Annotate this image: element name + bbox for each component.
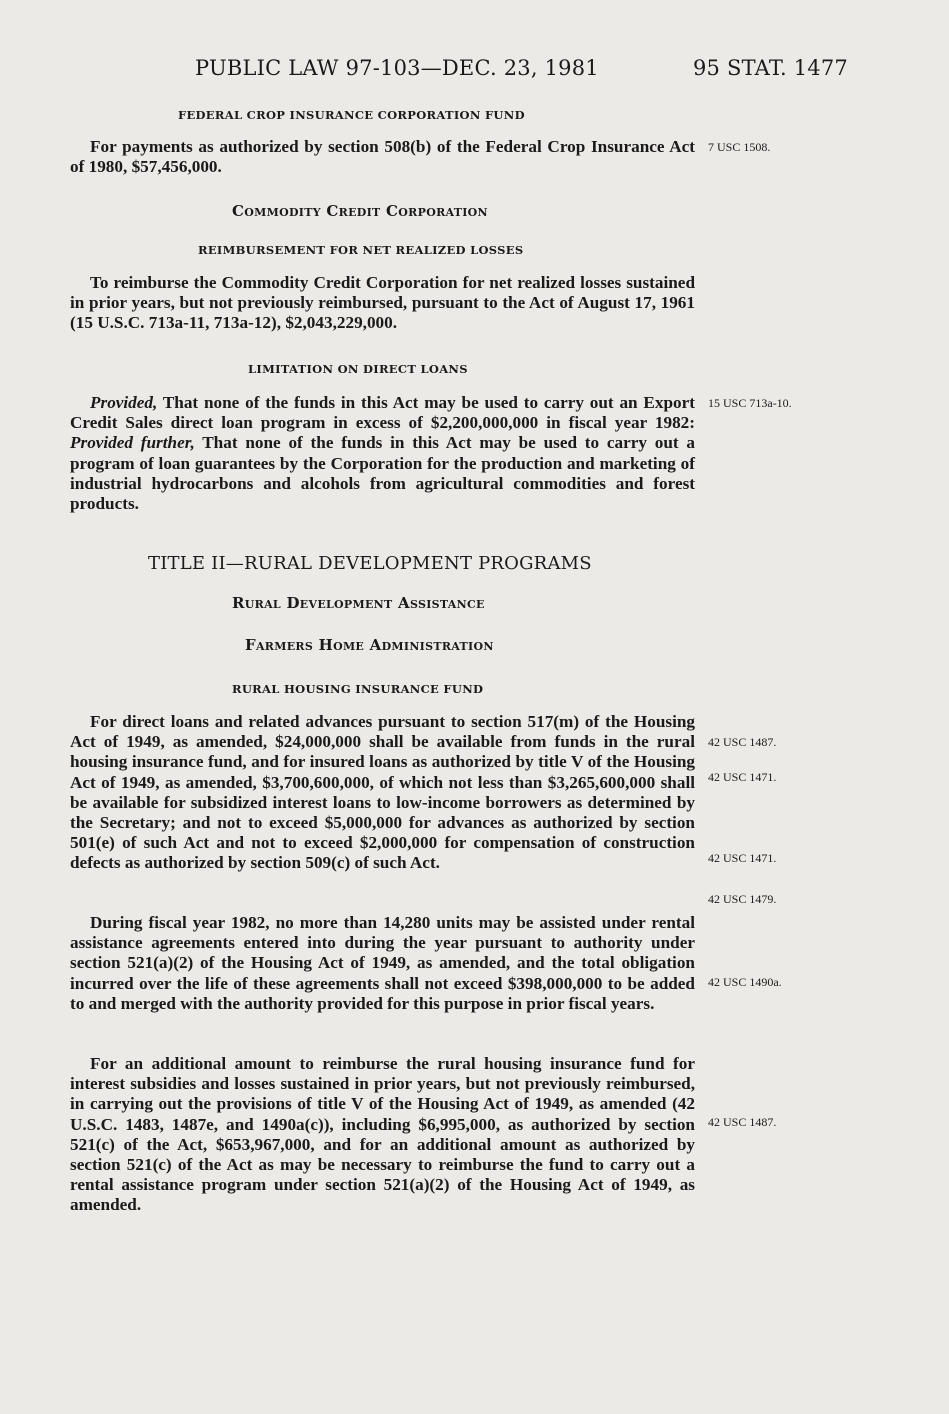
title-heading-rural-development: TITLE II—RURAL DEVELOPMENT PROGRAMS (148, 553, 592, 574)
provided-further-italic: Provided further, (70, 433, 195, 453)
section-heading-rhif: RURAL HOUSING INSURANCE FUND (232, 682, 484, 696)
section-heading-reimbursement: REIMBURSEMENT FOR NET REALIZED LOSSES (198, 243, 524, 257)
page-header-stat: 95 STAT. 1477 (693, 56, 848, 80)
margin-note-15usc713a10: 15 USC 713a-10. (708, 396, 792, 410)
paragraph-rhif-reimbursement: For an additional amount to reimburse the rural housing insurance fund for interest subsidies and losses sustained in prior years, but not previously reimbursed, in carrying out the provisions of title V of the Housing Act of 1949, as amended (42 U.S.C. 1483, 1487e, and 1490a(c)), including $6,995,000, as authorized by section 521(c) of the Act, $653,967,000, and for an additional amount as authorized by section 521(c) of the Act as may be necessary to reimburse the fund to carry out a rental assistance program under section 521(a)(2) of the Housing Act of 1949, as amended. (70, 1054, 695, 1215)
paragraph-rhif-rental: During fiscal year 1982, no more than 14,280 units may be assisted under rental assistance agreements entered into during the year pursuant to authority under section 521(a)(2) of the Housing Act of 1949, as amended, and the total obligation incurred over the life of these agreements shall not exceed $398,000,000 to be added to and merged with the authority provided for this purpose in prior fiscal years. (70, 913, 695, 1013)
margin-note-7usc1508: 7 USC 1508. (708, 140, 771, 154)
page-header-law: PUBLIC LAW 97-103—DEC. 23, 1981 (195, 56, 599, 80)
paragraph-rhif-loans: For direct loans and related advances pursuant to section 517(m) of the Housing Act of 1949, as amended, $24,000,000 shall be available from funds in the rural housing insurance fund, and for insured loans as authorized by title V of the Housing Act of 1949, as amended, $3,700,600,000, of which not less than $3,265,600,000 shall be available for subsidized interest loans to low-income borrowers as determined by the Secretary; and not to exceed $5,000,000 for advances as authorized by section 501(e) of such Act and not to exceed $2,000,000 for compensation of construction defects as authorized by section 509(c) of such Act. (70, 712, 695, 873)
margin-note-42usc1490a: 42 USC 1490a. (708, 975, 782, 989)
section-heading-ccc: Commodity Credit Corporation (232, 202, 488, 220)
section-heading-limitation: LIMITATION ON DIRECT LOANS (248, 362, 468, 376)
section-heading-fcic: FEDERAL CROP INSURANCE CORPORATION FUND (178, 108, 525, 122)
section-heading-rda: Rural Development Assistance (232, 594, 485, 612)
margin-note-42usc1479: 42 USC 1479. (708, 892, 777, 906)
margin-note-42usc1471-a: 42 USC 1471. (708, 770, 777, 784)
section-heading-fha: Farmers Home Administration (245, 636, 494, 654)
provided-italic: Provided, (90, 393, 158, 412)
paragraph-reimbursement: To reimburse the Commodity Credit Corporation for net realized losses sustained in prior years, but not previously reimbursed, pursuant to the Act of August 17, 1961 (15 U.S.C. 713a-11, 713a-12), $2,043,229,000. (70, 273, 695, 333)
limitation-text-1: That none of the funds in this Act may be used to carry out an Export Credit Sales direct loan program in excess of $2,200,000,000 in fiscal year 1982: (70, 393, 695, 433)
margin-note-42usc1471-b: 42 USC 1471. (708, 851, 777, 865)
margin-note-42usc1487-b: 42 USC 1487. (708, 1115, 777, 1129)
margin-note-42usc1487-a: 42 USC 1487. (708, 735, 777, 749)
limitation-text-2: That none of the funds in this Act may be used to carry out a program of loan guarantees by the Corporation for the production and marketing of industrial hydrocarbons and alcohols from agricultural commodities and forest products. (70, 433, 695, 514)
paragraph-fcic: For payments as authorized by section 508(b) of the Federal Crop Insurance Act of 1980, $57,456,000. (70, 137, 695, 177)
paragraph-limitation (70, 393, 695, 514)
